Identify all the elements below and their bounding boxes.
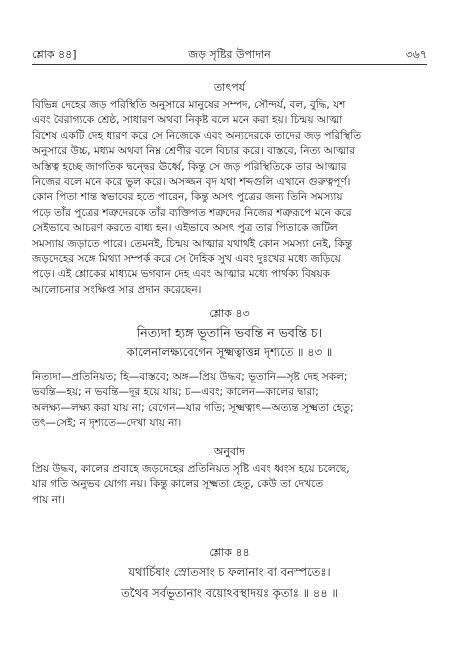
synonyms-line: নিত্যদা—প্রতিনিয়ত; হি—বাস্তবে; অঙ্গ—প্রিয় উদ্ধব; ভূতানি—সৃষ্ট দেহ সকল;: [32, 371, 348, 383]
translation: [32, 462, 427, 508]
purport-line: বিশেষ একটি দেহ ধারণ করে সে নিজেকে এবং অন্যদেরকে তাদের জড় পরিস্থিতি: [32, 129, 362, 142]
verse-44-line-1: যথার্চিষাং স্রোতসাং চ ফলানাং বা বনস্পতেঃ।: [128, 565, 331, 579]
synonyms-line: তৎ—সেই; ন দৃশ্যতে—দেখা যায় না।: [32, 417, 182, 430]
purport-line: পড়ে। এই শ্লোকের মাধ্যমে ভগবান দেহ এবং আত্মার মধ্যে পার্থক্য বিষয়ক: [32, 268, 330, 281]
purport-line: সমস্যায় জড়াতে পারে। তেমনই, চিন্ময় আত্মার যথার্থই কোন সমস্যা নেই, কিন্তু: [32, 237, 353, 250]
header-rule: [32, 64, 427, 65]
purport-line: আলোচনার সংক্ষিপ্ত সার প্রদান করেছেন।: [32, 283, 202, 296]
translation-line: পায় না।: [32, 493, 65, 506]
purport-line: সেইভাবে আচরণ করতে বাধ্য হন। এইভাবে অসৎ পুত্র তার পিতাকে জটিল: [32, 222, 338, 235]
verse-43-line-1: নিত্যদা হ্যঙ্গ ভূতানি ভবন্তি ন ভবন্তি চ।: [136, 325, 323, 340]
purport-line: পড়ে তাঁর পুত্রের শত্রুদেরকে তাঁর ব্যক্তিগত শত্রুদের নিজের শত্রুরূপে মনে করে: [32, 206, 352, 219]
purport-line: বিভিন্ন দেহের জড় পরিস্থিতি অনুসারে মানুষের সম্পদ, সৌন্দর্য, বল, বুদ্ধি, যশ: [32, 99, 346, 111]
verse-43-line-2: কালেনালক্ষ্যবেগেন সূক্ষ্মত্বাত্তন্ন দৃশ্যতে ॥ ৪৩ ॥: [126, 345, 333, 359]
purport-line: কোন পিতা শান্ত স্বভাবের হতে পারেন, কিন্তু অসৎ পুত্রের জন্য তিনি সমস্যায়: [32, 191, 343, 204]
purport-line: অনুসারে উচ্চ, মধ্যম অথবা নিম্ন শ্রেণীর বলে বিচার করে। বাস্তবে, নিত্য আত্মার: [32, 145, 355, 158]
synonyms-line: অলক্ষ্য—লক্ষ্য করা যায় না; বেগেন—যার গতি; সূক্ষ্মত্বাৎ—অত্যন্ত সূক্ষ্মতা হেতু;: [32, 401, 354, 414]
page-header: [32, 46, 427, 62]
chapter-title: জড় সৃষ্টির উপাদান: [188, 48, 271, 61]
purport-line: এবং বৈরাগ্যকে শ্রেষ্ঠ, সাধারণ অথবা নিকৃষ্ট বলে মনে করা হয়। চিন্ময় আত্মা: [32, 114, 343, 127]
verse-44-line-2: তথৈব সর্বভূতানাং বয়োঽবস্থাদয়ঃ কৃতাঃ ॥ ৪৪ ॥: [121, 586, 338, 600]
verse-43-heading: শ্লোক ৪৩: [209, 307, 250, 320]
translation-heading: অনুবাদ: [213, 445, 246, 458]
verse-reference: শ্লোক ৪৪]: [32, 48, 77, 61]
purport-line: জড়দেহের সঙ্গে মিথ্যা সম্পর্ক করে সে দৈহিক সুখ এবং দুঃখের মধ্যে জড়িয়ে: [32, 253, 341, 266]
translation-line: প্রিয় উদ্ধব, কালের প্রবাহে জড়দেহের প্রতিনিয়ত সৃষ্টি এবং ধ্বংস হয়ে চলেছে,: [32, 463, 350, 475]
translation-line: যার গতি অনুভব যোগ্য নয়। কিন্তু কালের সূক্ষ্মতা হেতু, কেউ তা দেখতে: [32, 478, 324, 491]
purport-line: নিজের বলে মনে করে ভুল করে। অসজ্জন বৃদ যথা শব্দগুলি এখানে গুরুত্বপূর্ণ।: [32, 176, 351, 189]
page-number: ৩৬৭: [405, 48, 427, 61]
synonyms: [32, 370, 427, 432]
purport-line: অস্তিত্ব হচ্ছে জাগতিক দ্বন্দ্বের ঊর্ধ্বে, কিন্তু সে জড় পরিস্থিতিকে তার আত্মার: [32, 160, 347, 173]
purport-heading: তাৎপর্য: [213, 81, 246, 94]
purport-body: [32, 98, 427, 298]
synonyms-line: ভবন্তি—হয়; ন ভবন্তি—দূর হয়ে যায়; চ—এবং; কালেন—কালের দ্বারা;: [32, 386, 319, 399]
verse-44-heading: শ্লোক ৪৪: [209, 546, 250, 559]
